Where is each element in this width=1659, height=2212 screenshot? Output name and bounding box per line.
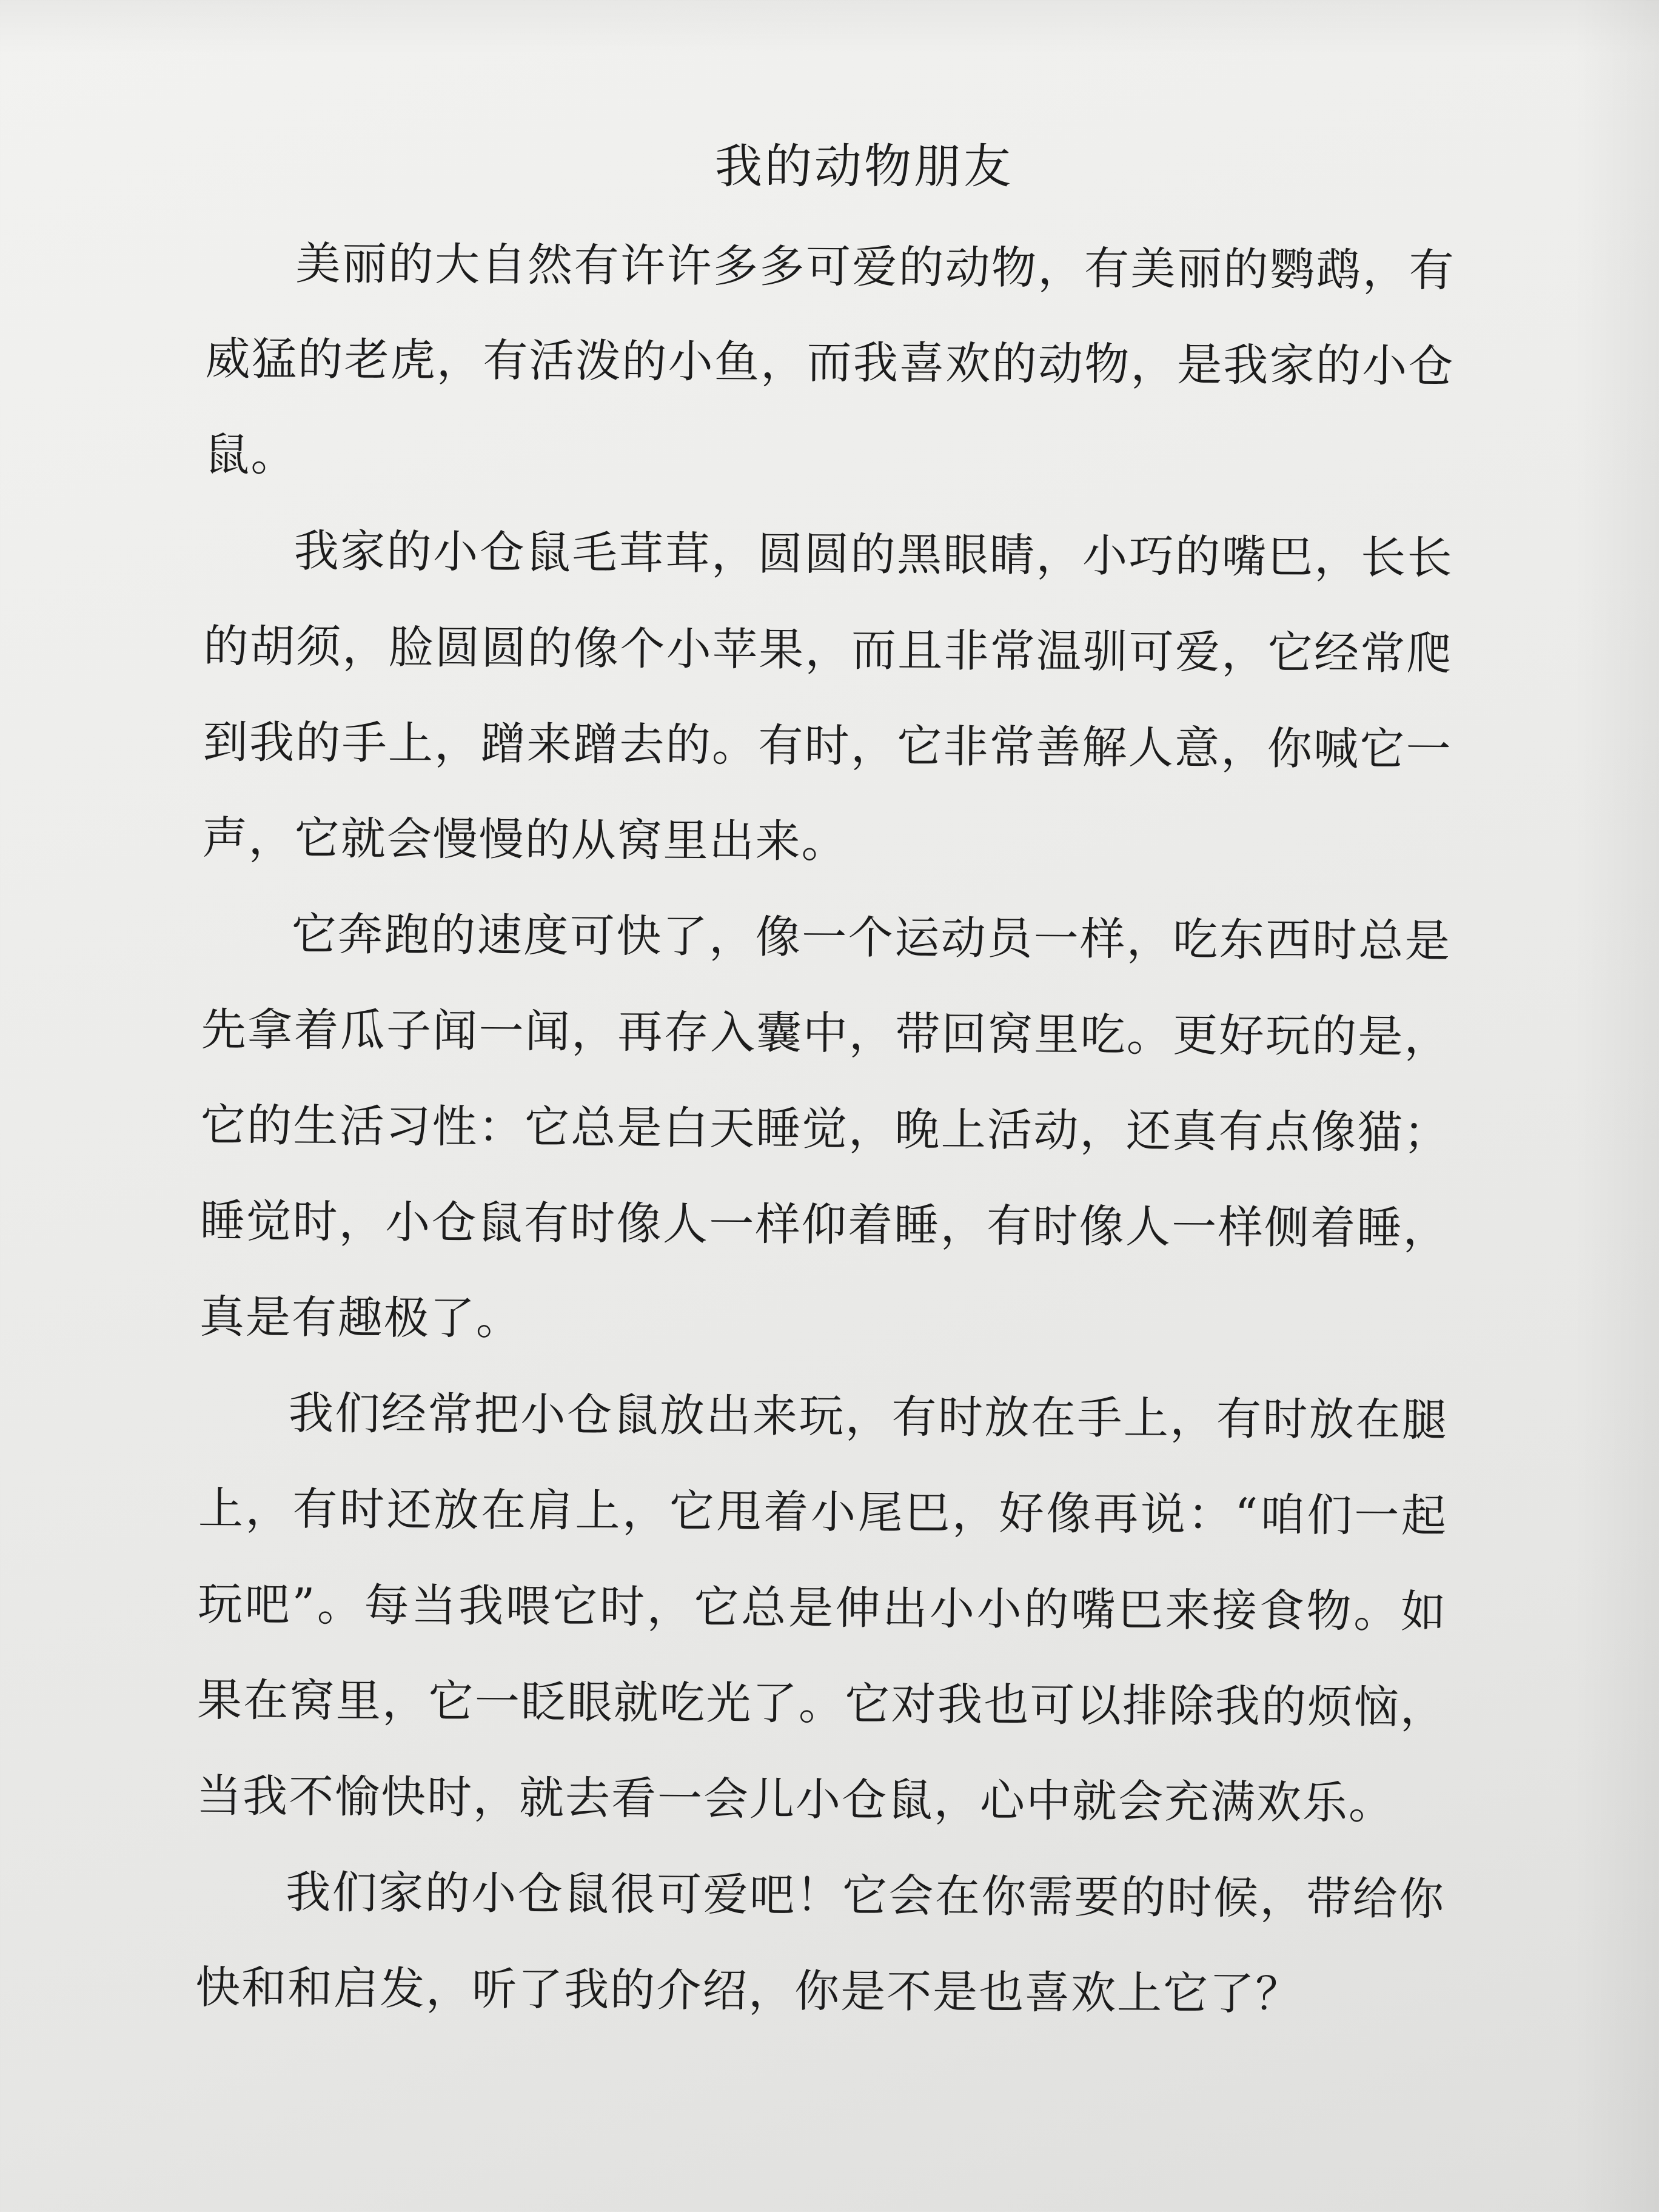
paragraph-3: 它奔跑的速度可快了，像一个运动员一样，吃东西时总是先拿着瓜子闻一闻，再存入囊中，带回窝里吃。更好玩的是，它的生活习性：它总是白天睡觉，晚上活动，还真有点像猫；睡觉时，小仓鼠有时像人一样仰着睡，有时像人一样侧着睡，真是有趣极了。: [199, 908, 1451, 1346]
paragraph-1: 美丽的大自然有许许多多可爱的动物，有美丽的鹦鹉，有威猛的老虎，有活泼的小鱼，而我喜欢的动物，是我家的小仓鼠。: [204, 237, 1455, 481]
paragraph-2: 我家的小仓鼠毛茸茸，圆圆的黑眼睛，小巧的嘴巴，长长的胡须，脸圆圆的像个小苹果，而且非常温驯可爱，它经常爬到我的手上，蹭来蹭去的。有时，它非常善解人意，你喊它一声，它就会慢慢的从窝里出来。: [202, 525, 1453, 868]
document-title: 我的动物朋友: [714, 139, 1013, 194]
document-body: [195, 215, 1455, 2043]
page-shading-top: [0, 0, 1659, 55]
paragraph-4: 我们经常把小仓鼠放出来玩，有时放在手上，有时放在腿上，有时还放在肩上，它甩着小尾巴，好像再说：“咱们一起玩吧”。每当我喂它时，它总是伸出小小的嘴巴来接食物。如果在窝里，它一眨眼就吃光了。它对我也可以排除我的烦恼，当我不愉快时，就去看一会儿小仓鼠，心中就会充满欢乐。: [196, 1387, 1449, 1830]
paragraph-5: 我们家的小仓鼠很可爱吧！它会在你需要的时候，带给你快和和启发，听了我的介绍，你是不是也喜欢上它了？: [195, 1866, 1446, 2021]
page-shading-right: [1574, 0, 1659, 2212]
